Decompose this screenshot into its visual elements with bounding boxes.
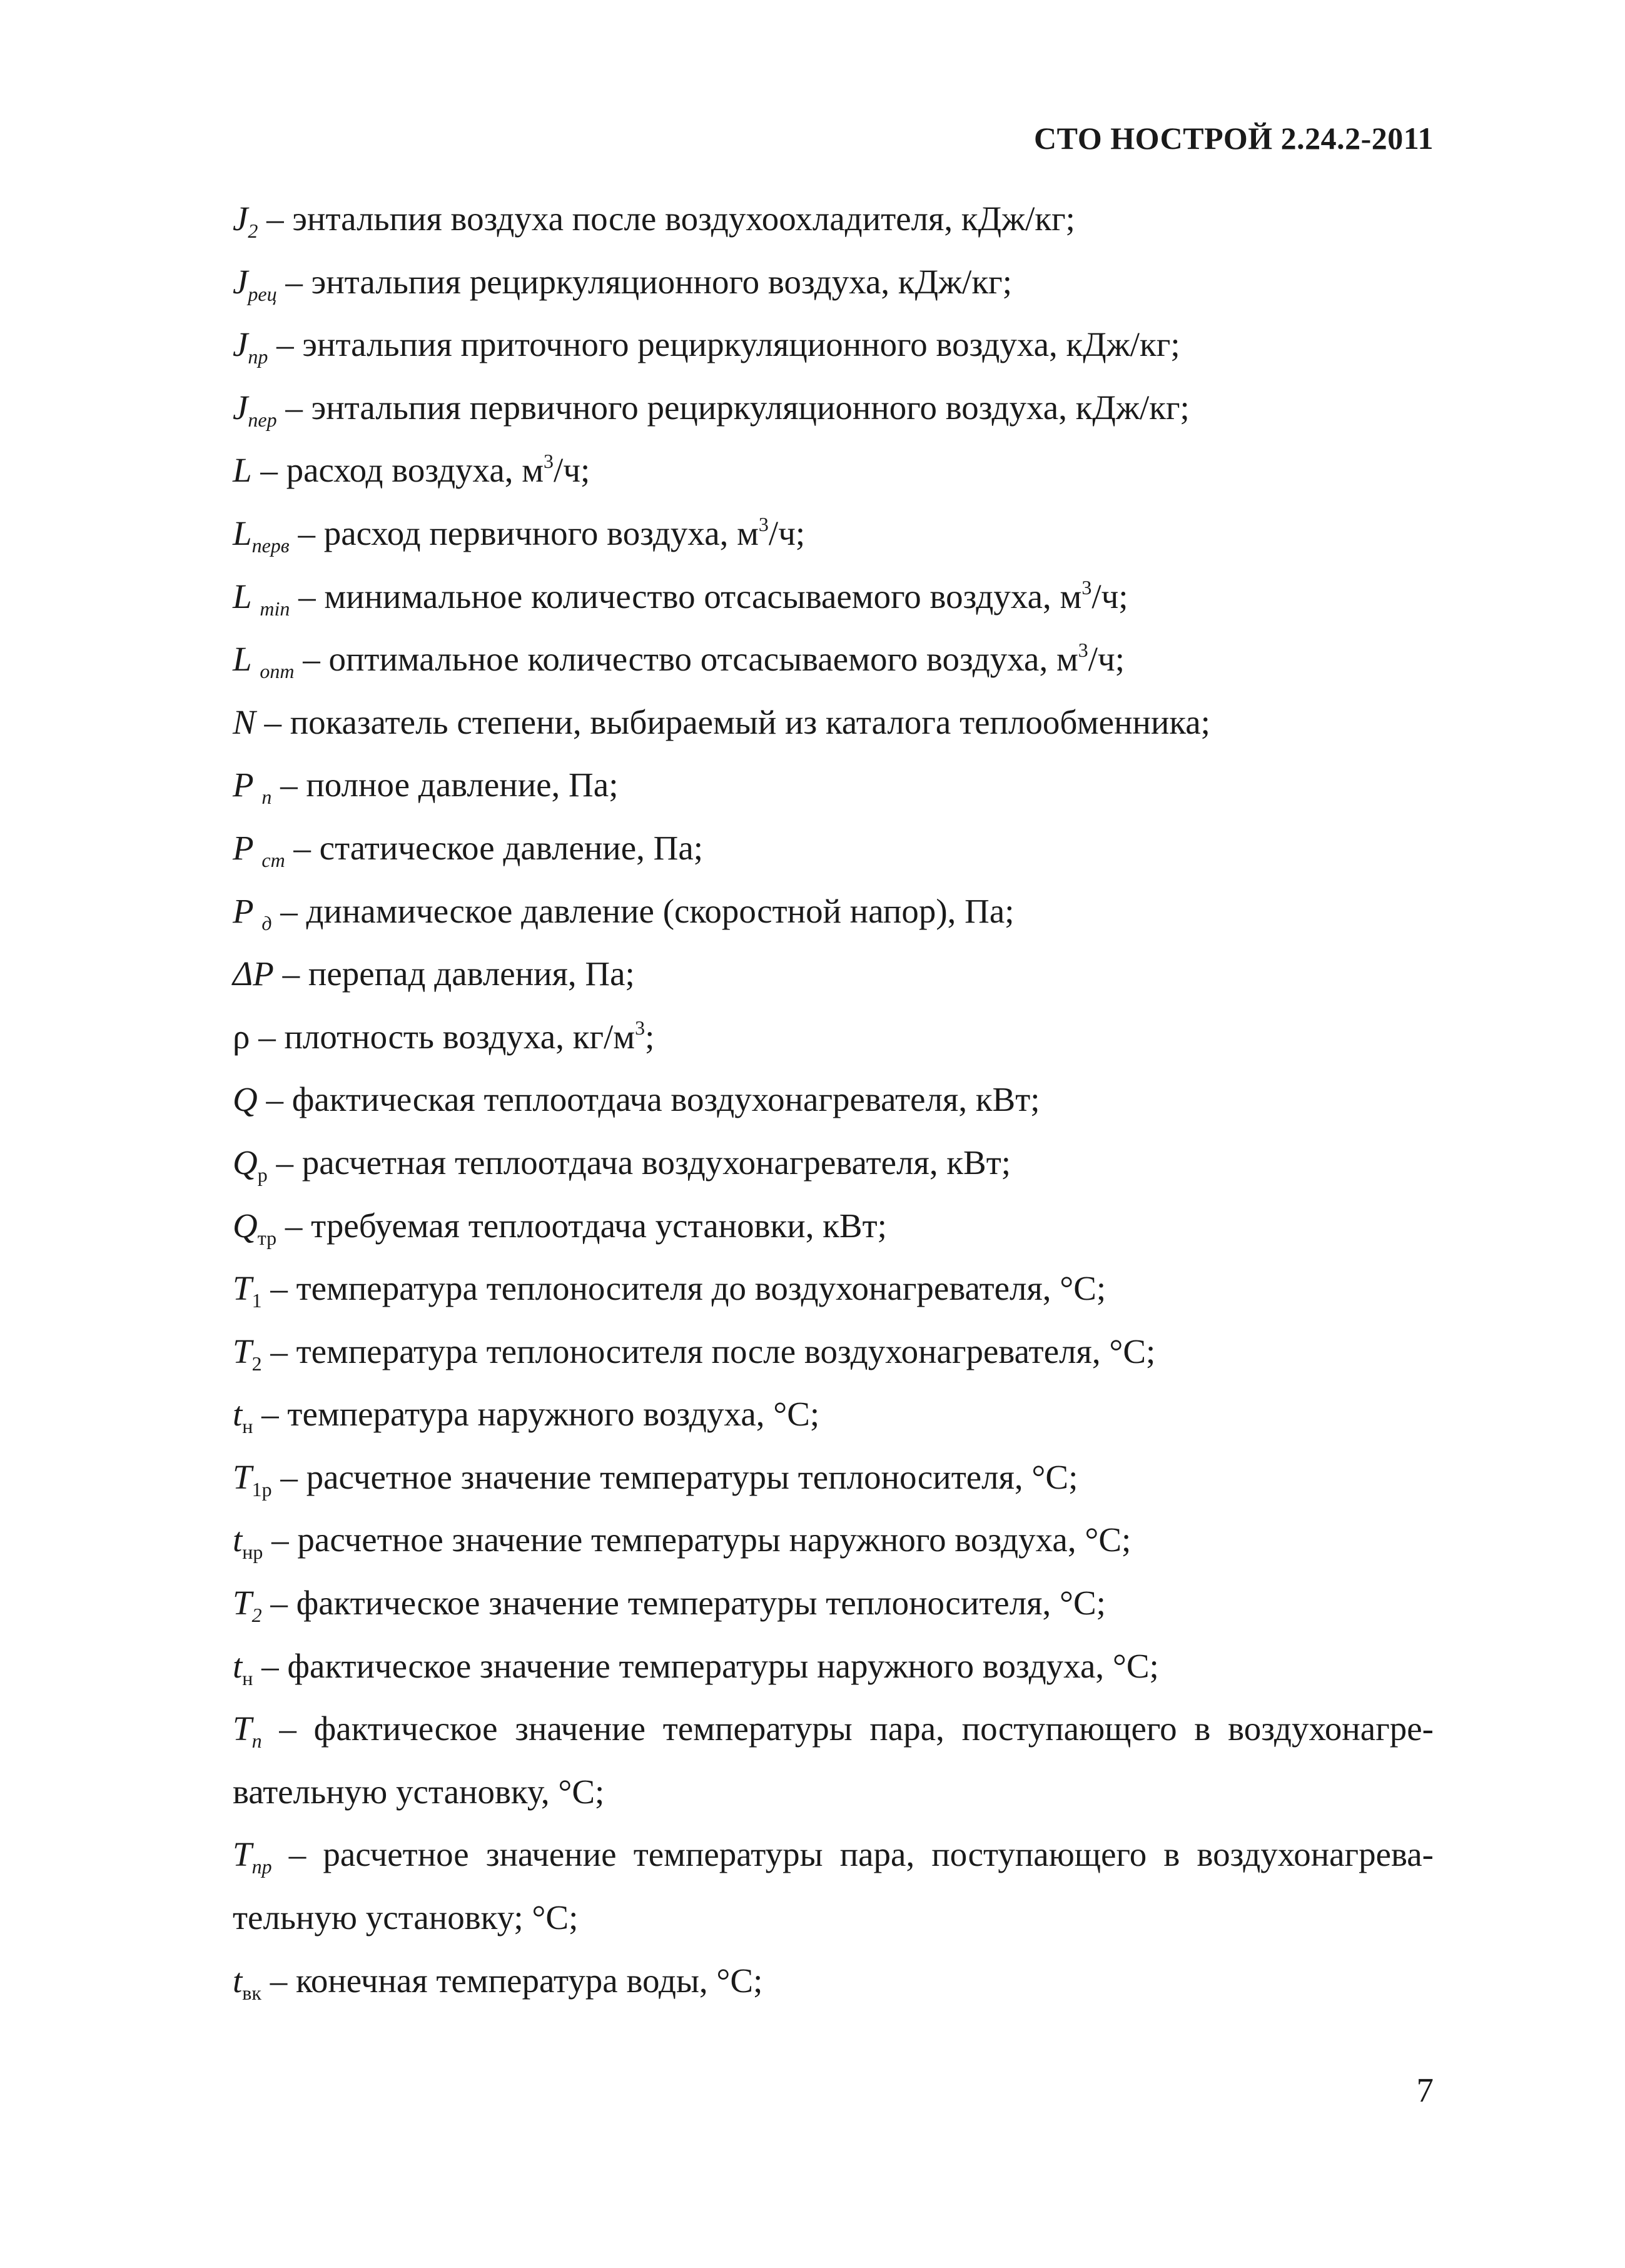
definition-item [148, 1635, 1434, 1698]
definition-item [148, 691, 1434, 754]
definition-text: – плотность воздуха, $кг/м^3$; [250, 1016, 655, 1056]
symbol: N [233, 702, 256, 741]
definition-item [148, 1823, 1434, 1949]
definition-text: – статическое давление, Па; [285, 828, 704, 867]
symbol: $T_п$ [233, 1709, 262, 1753]
symbol: $T_1$ [233, 1269, 262, 1312]
symbol: $Q_{тр}$ [233, 1206, 277, 1249]
definition-text: – показатель степени, выбираемый из каталога теплообменника; [255, 702, 1210, 741]
definition-item [148, 880, 1434, 943]
symbol: ΔP [233, 954, 274, 993]
definition-item [148, 1257, 1434, 1320]
definition-item [148, 1383, 1434, 1446]
definition-text: – перепад давления, Па; [273, 954, 635, 993]
definition-text: – требуемая теплоотдача установки, кВт; [276, 1206, 887, 1245]
definition-item [148, 1446, 1434, 1509]
symbol: P $_{ст}$ [233, 828, 285, 871]
definition-text: – минимальное количество отсасываемого воздуха, $м^3/ч$; [290, 575, 1128, 615]
definition-text: – энтальпия первичного рециркуляционного воздуха, кДж/кг; [276, 388, 1190, 427]
definition-text: – расчетное значение температуры наружного воздуха, °С; [263, 1521, 1131, 1559]
definition-item [148, 943, 1434, 1006]
symbol: $Q_р$ [233, 1143, 268, 1186]
definition-text: – оптимальное количество отсасываемого воздуха, $м^3/ч$; [294, 639, 1125, 679]
definition-text: – энтальпия приточного рециркуляционного воздуха, кДж/кг; [268, 325, 1180, 364]
definition-text: – расчетное значение температуры теплоносителя, °С; [271, 1457, 1078, 1496]
page-number: 7 [1416, 2071, 1434, 2109]
symbol: $T_2$ [233, 1332, 262, 1375]
definition-text: – расчетное значение температуры пара, поступающего в воздухонагрева-тельную установку; °С; [233, 1835, 1434, 1937]
symbol: P $_п$ [233, 766, 272, 809]
symbol: $T_{пр}$ [233, 1835, 272, 1878]
definition-text: – расчетная теплоотдача воздухонагревателя, кВт; [267, 1143, 1011, 1182]
definition-text: – фактическое значение температуры наружного воздуха, °С; [253, 1646, 1159, 1685]
symbol-definitions-list [148, 188, 1434, 2012]
definition-item [148, 1131, 1434, 1195]
definition-item [148, 1195, 1434, 1258]
symbol: $T_2$ [233, 1584, 262, 1627]
definition-text: – температура наружного воздуха, °С; [253, 1395, 820, 1434]
definition-item [148, 1572, 1434, 1635]
definition-item [148, 313, 1434, 377]
symbol: $t_н$ [233, 1395, 253, 1438]
definition-item [148, 251, 1434, 314]
document-header: СТО НОСТРОЙ 2.24.2-2011 [1034, 121, 1434, 156]
symbol: $L_{перв}$ [233, 514, 290, 557]
symbol: L $_{опт}$ [233, 640, 295, 683]
definition-item [148, 817, 1434, 880]
definition-text: – полное давление, Па; [271, 766, 619, 804]
definition-item [148, 188, 1434, 251]
definition-item [148, 377, 1434, 440]
symbol: $t_{вк}$ [233, 1961, 261, 2004]
definition-item [148, 754, 1434, 817]
symbol: $J_2$ [233, 200, 258, 242]
symbol: P $_д$ [233, 891, 272, 934]
symbol: L [233, 451, 252, 490]
definition-text: – расход первичного воздуха, $м^3/ч$; [289, 512, 806, 552]
definition-text: – энтальпия воздуха после воздухоохладителя, кДж/кг; [258, 200, 1075, 238]
definition-text: – фактическое значение температуры теплоносителя, °С; [261, 1584, 1106, 1623]
symbol: L $_{min}$ [233, 577, 290, 620]
definition-item [148, 628, 1434, 691]
symbol: $T_{1р}$ [233, 1457, 272, 1501]
definition-text: – динамическое давление (скоростной напор), Па; [271, 891, 1015, 930]
symbol: $t_н$ [233, 1646, 253, 1689]
definition-item [148, 1320, 1434, 1384]
definition-item [148, 1006, 1434, 1069]
definition-item [148, 1950, 1434, 2013]
symbol: $J_{пер}$ [233, 388, 277, 431]
definition-text: – расход воздуха, $м^3/ч$; [251, 450, 590, 490]
definition-text: – конечная температура воды, °С; [261, 1961, 763, 2000]
symbol: ρ [233, 1017, 250, 1056]
definition-item [148, 1068, 1434, 1131]
definition-item [148, 1698, 1434, 1823]
symbol: $J_{рец}$ [233, 262, 277, 305]
definition-text: – температура теплоносителя после воздухонагревателя, °С; [261, 1332, 1156, 1370]
definition-text: – фактическая теплоотдача воздухонагревателя, кВт; [257, 1080, 1040, 1119]
definition-item [148, 1509, 1434, 1572]
symbol: Q [233, 1080, 258, 1119]
definition-text: – энтальпия рециркуляционного воздуха, кДж/кг; [276, 262, 1013, 301]
definition-item [148, 502, 1434, 565]
definition-item [148, 565, 1434, 629]
definition-text: – фактическое значение температуры пара, поступающего в воздухонагре-вательную установку, °С; [233, 1709, 1434, 1811]
symbol: $J_{пр}$ [233, 325, 268, 368]
definition-item [148, 439, 1434, 502]
definition-text: – температура теплоносителя до воздухонагревателя, °С; [261, 1269, 1106, 1308]
symbol: $t_{нр}$ [233, 1521, 263, 1564]
